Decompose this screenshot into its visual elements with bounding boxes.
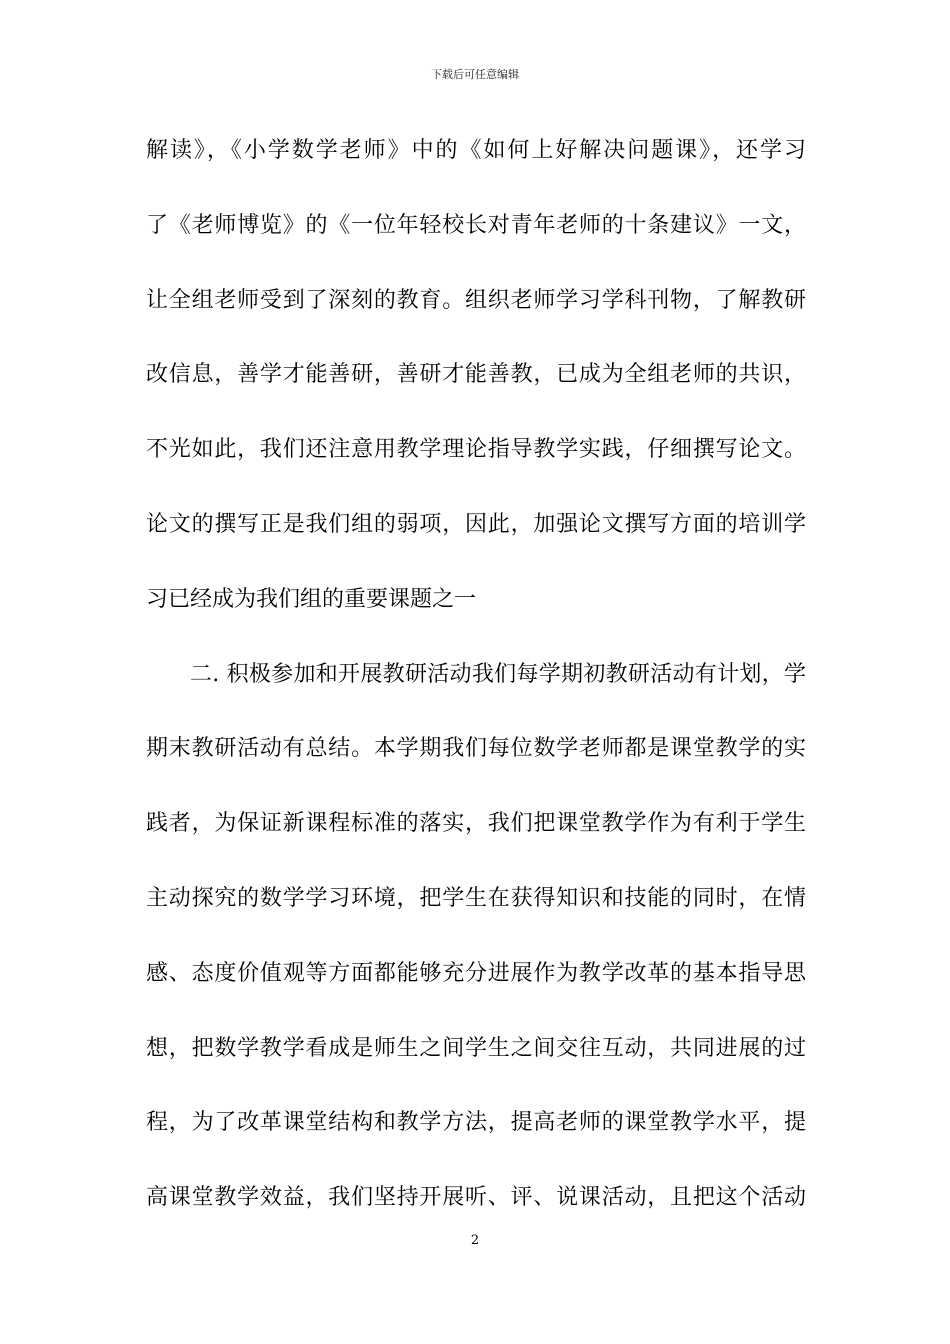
text-line: 了《老师博览》的《一位年轻校长对青年老师的十条建议》一文，	[146, 212, 806, 238]
text-line: 感、态度价值观等方面都能够充分进展作为教学改革的基本指导思	[146, 960, 806, 986]
text-line: 不光如此，我们还注意用教学理论指导教学实践，仔细撰写论文。	[146, 437, 806, 463]
text-line: 高课堂教学效益，我们坚持开展听、评、说课活动，且把这个活动	[146, 1185, 806, 1211]
text-line: 改信息，善学才能善研，善研才能善教，已成为全组老师的共识，	[146, 362, 806, 388]
text-line: 主动探究的数学学习环境，把学生在获得知识和技能的同时，在情	[146, 885, 806, 911]
text-line: 解读》，《小学数学老师》中的《如何上好解决问题课》，还学习	[146, 138, 806, 163]
text-line: 让全组老师受到了深刻的教育。组织老师学习学科刊物，了解教研	[146, 287, 806, 313]
page-number: 2	[470, 1233, 480, 1248]
text-line: 践者，为保证新课程标准的落实，我们把课堂教学作为有利于学生	[146, 811, 806, 837]
text-line: 习已经成为我们组的重要课题之一	[146, 586, 477, 612]
page-header: 下载后可任意编辑	[431, 68, 519, 81]
text-line: 论文的撰写正是我们组的弱项，因此，加强论文撰写方面的培训学	[146, 511, 806, 537]
text-line: 期末教研活动有总结。本学期我们每位数学老师都是课堂教学的实	[146, 736, 806, 762]
text-line: 二. 积极参加和开展教研活动我们每学期初教研活动有计划，学	[190, 661, 806, 687]
text-line: 想，把数学教学看成是师生之间学生之间交往互动，共同进展的过	[146, 1035, 806, 1061]
text-line: 程，为了改革课堂结构和教学方法，提高老师的课堂教学水平，提	[146, 1110, 806, 1136]
document-body	[146, 130, 806, 1252]
